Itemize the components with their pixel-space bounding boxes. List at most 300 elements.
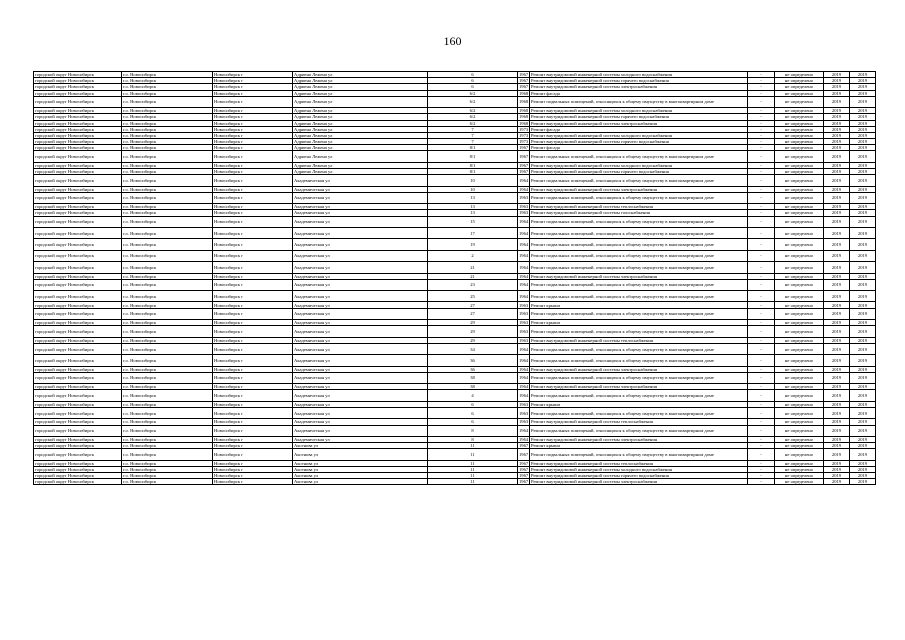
municipality-cell: городской округ Новосибирск bbox=[34, 250, 122, 261]
work-type-cell: Ремонт подвальных помещений, относящихся к общему имуществу в многоквартирном доме bbox=[530, 407, 748, 418]
build-year-cell: 1968 bbox=[519, 108, 529, 114]
table-row bbox=[34, 192, 876, 203]
plan-year-end-cell: 2019 bbox=[850, 366, 876, 372]
house-number-cell: 6/2 bbox=[428, 96, 518, 107]
city-district-cell: г.о. Новосибирск bbox=[122, 326, 213, 337]
plan-year-end-cell: 2019 bbox=[850, 384, 876, 390]
plan-year-start-cell: 2019 bbox=[824, 273, 850, 279]
plan-year-start-cell: 2019 bbox=[824, 419, 850, 425]
city-district-cell: г.о. Новосибирск bbox=[122, 372, 213, 383]
municipality-cell: городской округ Новосибирск bbox=[34, 326, 122, 337]
street-cell: Академическая ул bbox=[293, 401, 428, 407]
plan-year-end-cell: 2019 bbox=[850, 186, 876, 192]
cost-cell: - bbox=[748, 250, 775, 261]
locality-cell: Новосибирск г bbox=[213, 337, 293, 343]
city-district-cell: г.о. Новосибирск bbox=[122, 407, 213, 418]
municipality-cell: городской округ Новосибирск bbox=[34, 132, 122, 138]
street-cell: Адриена Лежена ул bbox=[293, 120, 428, 126]
municipality-cell: городской округ Новосибирск bbox=[34, 186, 122, 192]
cost-cell: - bbox=[748, 151, 775, 162]
status-cell: не определено bbox=[775, 326, 824, 337]
street-cell: Академическая ул bbox=[293, 175, 428, 186]
house-number-cell: 8/1 bbox=[428, 145, 518, 151]
cost-cell: - bbox=[748, 262, 775, 273]
build-year-cell: 1964 bbox=[518, 372, 530, 383]
street-cell: Академическая ул bbox=[293, 250, 428, 261]
house-number-cell: 23 bbox=[428, 279, 518, 290]
locality-cell: Новосибирск г bbox=[213, 175, 293, 186]
locality-cell: Новосибирск г bbox=[213, 145, 293, 151]
house-number-cell: 6 bbox=[428, 419, 518, 425]
plan-year-end-cell: 2019 bbox=[850, 443, 876, 449]
plan-year-end-cell: 2019 bbox=[850, 192, 876, 203]
status-cell: не определено bbox=[775, 436, 824, 442]
plan-year-end-cell: 2019 bbox=[850, 162, 876, 168]
cost-cell: - bbox=[748, 132, 775, 138]
work-type-cell: Ремонт подвальных помещений, относящихся к общему имуществу в многоквартирном доме bbox=[530, 291, 748, 302]
city-district-cell: г.о. Новосибирск bbox=[122, 443, 213, 449]
plan-year-start-cell: 2019 bbox=[824, 120, 850, 126]
house-number-cell: 7 bbox=[428, 126, 518, 132]
cost-cell: - bbox=[748, 449, 775, 460]
municipality-cell: городской округ Новосибирск bbox=[34, 239, 122, 250]
street-cell: Академическая ул bbox=[293, 425, 428, 436]
street-cell: Академическая ул bbox=[293, 355, 428, 366]
cost-cell: - bbox=[748, 355, 775, 366]
table-row bbox=[34, 250, 876, 261]
status-cell: не определено bbox=[775, 250, 824, 261]
table-row bbox=[34, 479, 876, 485]
city-district-cell: г.о. Новосибирск bbox=[122, 192, 213, 203]
municipality-cell: городской округ Новосибирск bbox=[34, 96, 122, 107]
locality-cell: Новосибирск г bbox=[213, 108, 293, 114]
plan-year-end-cell: 2019 bbox=[850, 72, 876, 78]
house-number-cell: 13 bbox=[428, 210, 518, 216]
street-cell: Академическая ул bbox=[293, 273, 428, 279]
work-type-cell: Ремонт крыши bbox=[530, 302, 748, 308]
plan-year-end-cell: 2019 bbox=[850, 227, 876, 238]
house-number-cell: 6 bbox=[428, 78, 518, 84]
municipality-cell: городской округ Новосибирск bbox=[34, 419, 122, 425]
city-district-cell: г.о. Новосибирск bbox=[122, 96, 213, 107]
locality-cell: Новосибирск г bbox=[213, 302, 293, 308]
cost-cell: - bbox=[748, 279, 775, 290]
work-type-cell: Ремонт внутридомовой инженерной системы холодного водоснабжения bbox=[530, 72, 748, 78]
table-container bbox=[33, 71, 875, 485]
plan-year-end-cell: 2019 bbox=[850, 343, 876, 354]
city-district-cell: г.о. Новосибирск bbox=[122, 308, 213, 319]
build-year-cell: 1967 bbox=[519, 162, 529, 168]
plan-year-start-cell: 2019 bbox=[824, 204, 850, 210]
status-cell: не определено bbox=[775, 320, 824, 326]
status-cell: не определено bbox=[775, 192, 824, 203]
house-number-cell: 6 bbox=[428, 84, 518, 90]
build-year-cell: 1963 bbox=[519, 302, 529, 308]
build-year-cell: 1963 bbox=[519, 320, 529, 326]
municipality-cell: городской округ Новосибирск bbox=[34, 279, 122, 290]
cost-cell: - bbox=[748, 216, 775, 227]
street-cell: Аксенова ул bbox=[293, 473, 428, 479]
street-cell: Адриена Лежена ул bbox=[293, 114, 428, 120]
municipality-cell: городской округ Новосибирск bbox=[34, 204, 122, 210]
house-number-cell: 29 bbox=[428, 337, 518, 343]
build-year-cell: 1964 bbox=[519, 273, 529, 279]
municipality-cell: городской округ Новосибирск bbox=[34, 216, 122, 227]
cost-cell: - bbox=[748, 401, 775, 407]
table-row bbox=[34, 227, 876, 238]
cost-cell: - bbox=[748, 479, 775, 485]
status-cell: не определено bbox=[775, 114, 824, 120]
work-type-cell: Ремонт подвальных помещений, относящихся к общему имуществу в многоквартирном доме bbox=[530, 262, 748, 273]
plan-year-start-cell: 2019 bbox=[824, 436, 850, 442]
plan-year-start-cell: 2019 bbox=[824, 108, 850, 114]
locality-cell: Новосибирск г bbox=[213, 250, 293, 261]
city-district-cell: г.о. Новосибирск bbox=[122, 78, 213, 84]
table-row bbox=[34, 343, 876, 354]
status-cell: не определено bbox=[775, 343, 824, 354]
locality-cell: Новосибирск г bbox=[213, 186, 293, 192]
city-district-cell: г.о. Новосибирск bbox=[122, 204, 213, 210]
municipality-cell: городской округ Новосибирск bbox=[34, 473, 122, 479]
plan-year-start-cell: 2019 bbox=[824, 407, 850, 418]
status-cell: не определено bbox=[775, 210, 824, 216]
cost-cell: - bbox=[748, 326, 775, 337]
plan-year-end-cell: 2019 bbox=[850, 466, 876, 472]
street-cell: Адриена Лежена ул bbox=[293, 72, 428, 78]
plan-year-end-cell: 2019 bbox=[850, 139, 876, 145]
build-year-cell: 1967 bbox=[519, 72, 529, 78]
plan-year-start-cell: 2019 bbox=[824, 139, 850, 145]
locality-cell: Новосибирск г bbox=[213, 120, 293, 126]
locality-cell: Новосибирск г bbox=[213, 78, 293, 84]
plan-year-end-cell: 2019 bbox=[850, 473, 876, 479]
city-district-cell: г.о. Новосибирск bbox=[122, 145, 213, 151]
house-number-cell: 27 bbox=[428, 308, 518, 319]
build-year-cell: 1963 bbox=[519, 204, 529, 210]
plan-year-start-cell: 2019 bbox=[824, 96, 850, 107]
build-year-cell: 1964 bbox=[518, 216, 530, 227]
locality-cell: Новосибирск г bbox=[213, 139, 293, 145]
street-cell: Академическая ул bbox=[293, 227, 428, 238]
cost-cell: - bbox=[748, 366, 775, 372]
work-type-cell: Ремонт внутридомовой инженерной системы теплоснабжения bbox=[530, 337, 748, 343]
street-cell: Адриена Лежена ул bbox=[293, 139, 428, 145]
work-type-cell: Ремонт подвальных помещений, относящихся к общему имуществу в многоквартирном доме bbox=[530, 343, 748, 354]
work-type-cell: Ремонт крыши bbox=[530, 443, 748, 449]
build-year-cell: 1964 bbox=[519, 366, 529, 372]
municipality-cell: городской округ Новосибирск bbox=[34, 436, 122, 442]
plan-year-end-cell: 2019 bbox=[850, 372, 876, 383]
house-number-cell: 17 bbox=[428, 227, 518, 238]
build-year-cell: 1964 bbox=[519, 186, 529, 192]
street-cell: Академическая ул bbox=[293, 372, 428, 383]
plan-year-end-cell: 2019 bbox=[850, 132, 876, 138]
plan-year-start-cell: 2019 bbox=[824, 175, 850, 186]
locality-cell: Новосибирск г bbox=[213, 479, 293, 485]
work-type-cell: Ремонт внутридомовой инженерной системы электроснабжения bbox=[530, 186, 748, 192]
city-district-cell: г.о. Новосибирск bbox=[122, 114, 213, 120]
cost-cell: - bbox=[748, 192, 775, 203]
house-number-cell: 11 bbox=[428, 443, 518, 449]
table-row bbox=[34, 308, 876, 319]
table-row bbox=[34, 239, 876, 250]
cost-cell: - bbox=[748, 145, 775, 151]
build-year-cell: 1967 bbox=[519, 479, 529, 485]
municipality-cell: городской округ Новосибирск bbox=[34, 443, 122, 449]
work-type-cell: Ремонт внутридомовой инженерной системы горячего водоснабжения bbox=[530, 139, 748, 145]
table-row bbox=[34, 407, 876, 418]
table-row bbox=[34, 279, 876, 290]
status-cell: не определено bbox=[775, 120, 824, 126]
municipality-cell: городской округ Новосибирск bbox=[34, 320, 122, 326]
work-type-cell: Ремонт подвальных помещений, относящихся к общему имуществу в многоквартирном доме bbox=[530, 425, 748, 436]
cost-cell: - bbox=[748, 114, 775, 120]
locality-cell: Новосибирск г bbox=[213, 192, 293, 203]
municipality-cell: городской округ Новосибирск bbox=[34, 227, 122, 238]
plan-year-start-cell: 2019 bbox=[824, 145, 850, 151]
plan-year-end-cell: 2019 bbox=[850, 120, 876, 126]
street-cell: Адриена Лежена ул bbox=[293, 108, 428, 114]
cost-cell: - bbox=[748, 78, 775, 84]
city-district-cell: г.о. Новосибирск bbox=[122, 473, 213, 479]
house-number-cell: 36 bbox=[428, 355, 518, 366]
table-row bbox=[34, 216, 876, 227]
plan-year-start-cell: 2019 bbox=[824, 425, 850, 436]
status-cell: не определено bbox=[775, 302, 824, 308]
status-cell: не определено bbox=[775, 72, 824, 78]
street-cell: Аксенова ул bbox=[293, 460, 428, 466]
plan-year-start-cell: 2019 bbox=[824, 460, 850, 466]
locality-cell: Новосибирск г bbox=[213, 72, 293, 78]
house-number-cell: 4 bbox=[428, 390, 518, 401]
work-type-cell: Ремонт внутридомовой инженерной системы электроснабжения bbox=[530, 273, 748, 279]
city-district-cell: г.о. Новосибирск bbox=[122, 175, 213, 186]
table-row bbox=[34, 390, 876, 401]
house-number-cell: 11 bbox=[428, 473, 518, 479]
cost-cell: - bbox=[748, 186, 775, 192]
plan-year-start-cell: 2019 bbox=[824, 151, 850, 162]
table-row bbox=[34, 355, 876, 366]
city-district-cell: г.о. Новосибирск bbox=[122, 425, 213, 436]
status-cell: не определено bbox=[775, 407, 824, 418]
city-district-cell: г.о. Новосибирск bbox=[122, 320, 213, 326]
plan-year-start-cell: 2019 bbox=[824, 279, 850, 290]
plan-year-start-cell: 2019 bbox=[824, 186, 850, 192]
plan-year-end-cell: 2019 bbox=[850, 151, 876, 162]
plan-year-start-cell: 2019 bbox=[824, 227, 850, 238]
municipality-cell: городской округ Новосибирск bbox=[34, 479, 122, 485]
locality-cell: Новосибирск г bbox=[213, 425, 293, 436]
locality-cell: Новосибирск г bbox=[213, 96, 293, 107]
plan-year-start-cell: 2019 bbox=[824, 210, 850, 216]
house-number-cell: 8/1 bbox=[428, 169, 518, 175]
city-district-cell: г.о. Новосибирск bbox=[122, 366, 213, 372]
status-cell: не определено bbox=[775, 473, 824, 479]
work-type-cell: Ремонт подвальных помещений, относящихся к общему имуществу в многоквартирном доме bbox=[530, 308, 748, 319]
city-district-cell: г.о. Новосибирск bbox=[122, 120, 213, 126]
house-number-cell: 15 bbox=[428, 216, 518, 227]
city-district-cell: г.о. Новосибирск bbox=[122, 132, 213, 138]
locality-cell: Новосибирск г bbox=[213, 390, 293, 401]
work-type-cell: Ремонт подвальных помещений, относящихся к общему имуществу в многоквартирном доме bbox=[530, 355, 748, 366]
municipality-cell: городской округ Новосибирск bbox=[34, 343, 122, 354]
street-cell: Аксенова ул bbox=[293, 479, 428, 485]
work-type-cell: Ремонт внутридомовой инженерной системы холодного водоснабжения bbox=[530, 162, 748, 168]
build-year-cell: 1964 bbox=[519, 384, 529, 390]
build-year-cell: 1967 bbox=[519, 466, 529, 472]
street-cell: Академическая ул bbox=[293, 419, 428, 425]
street-cell: Адриена Лежена ул bbox=[293, 90, 428, 96]
build-year-cell: 1967 bbox=[518, 151, 530, 162]
municipality-cell: городской округ Новосибирск bbox=[34, 273, 122, 279]
cost-cell: - bbox=[748, 343, 775, 354]
status-cell: не определено bbox=[775, 466, 824, 472]
street-cell: Адриена Лежена ул bbox=[293, 78, 428, 84]
work-type-cell: Ремонт внутридомовой инженерной системы электроснабжения bbox=[530, 120, 748, 126]
build-year-cell: 1963 bbox=[518, 326, 530, 337]
municipality-cell: городской округ Новосибирск bbox=[34, 108, 122, 114]
status-cell: не определено bbox=[775, 419, 824, 425]
house-number-cell: 8/1 bbox=[428, 151, 518, 162]
city-district-cell: г.о. Новосибирск bbox=[122, 479, 213, 485]
plan-year-start-cell: 2019 bbox=[824, 343, 850, 354]
locality-cell: Новосибирск г bbox=[213, 114, 293, 120]
cost-cell: - bbox=[748, 227, 775, 238]
plan-year-start-cell: 2019 bbox=[824, 390, 850, 401]
status-cell: не определено bbox=[775, 479, 824, 485]
locality-cell: Новосибирск г bbox=[213, 308, 293, 319]
locality-cell: Новосибирск г bbox=[213, 443, 293, 449]
work-type-cell: Ремонт внутридомовой инженерной системы горячего водоснабжения bbox=[530, 169, 748, 175]
cost-cell: - bbox=[748, 425, 775, 436]
plan-year-start-cell: 2019 bbox=[824, 302, 850, 308]
street-cell: Академическая ул bbox=[293, 210, 428, 216]
locality-cell: Новосибирск г bbox=[213, 473, 293, 479]
plan-year-start-cell: 2019 bbox=[824, 291, 850, 302]
build-year-cell: 1967 bbox=[519, 460, 529, 466]
build-year-cell: 1973 bbox=[519, 132, 529, 138]
cost-cell: - bbox=[748, 419, 775, 425]
city-district-cell: г.о. Новосибирск bbox=[122, 162, 213, 168]
work-type-cell: Ремонт фасада bbox=[530, 126, 748, 132]
house-number-cell: 29 bbox=[428, 326, 518, 337]
locality-cell: Новосибирск г bbox=[213, 204, 293, 210]
work-type-cell: Ремонт подвальных помещений, относящихся к общему имуществу в многоквартирном доме bbox=[530, 239, 748, 250]
plan-year-end-cell: 2019 bbox=[850, 262, 876, 273]
plan-year-start-cell: 2019 bbox=[824, 192, 850, 203]
city-district-cell: г.о. Новосибирск bbox=[122, 250, 213, 261]
locality-cell: Новосибирск г bbox=[213, 126, 293, 132]
work-type-cell: Ремонт внутридомовой инженерной системы холодного водоснабжения bbox=[530, 466, 748, 472]
plan-year-end-cell: 2019 bbox=[850, 84, 876, 90]
city-district-cell: г.о. Новосибирск bbox=[122, 227, 213, 238]
street-cell: Аксенова ул bbox=[293, 449, 428, 460]
page-number: 160 bbox=[443, 34, 462, 48]
street-cell: Академическая ул bbox=[293, 192, 428, 203]
street-cell: Академическая ул bbox=[293, 302, 428, 308]
plan-year-end-cell: 2019 bbox=[850, 425, 876, 436]
cost-cell: - bbox=[748, 436, 775, 442]
city-district-cell: г.о. Новосибирск bbox=[122, 84, 213, 90]
house-number-cell: 11 bbox=[428, 460, 518, 466]
cost-cell: - bbox=[748, 320, 775, 326]
municipality-cell: городской округ Новосибирск bbox=[34, 372, 122, 383]
work-type-cell: Ремонт подвальных помещений, относящихся к общему имуществу в многоквартирном доме bbox=[530, 227, 748, 238]
plan-year-start-cell: 2019 bbox=[824, 366, 850, 372]
build-year-cell: 1968 bbox=[519, 114, 529, 120]
plan-year-end-cell: 2019 bbox=[850, 169, 876, 175]
locality-cell: Новосибирск г bbox=[213, 262, 293, 273]
status-cell: не определено bbox=[775, 355, 824, 366]
plan-year-end-cell: 2019 bbox=[850, 390, 876, 401]
plan-year-end-cell: 2019 bbox=[850, 273, 876, 279]
locality-cell: Новосибирск г bbox=[213, 407, 293, 418]
status-cell: не определено bbox=[775, 460, 824, 466]
municipality-cell: городской округ Новосибирск bbox=[34, 390, 122, 401]
house-number-cell: 38 bbox=[428, 372, 518, 383]
cost-cell: - bbox=[748, 139, 775, 145]
cost-cell: - bbox=[748, 273, 775, 279]
work-type-cell: Ремонт подвальных помещений, относящихся к общему имуществу в многоквартирном доме bbox=[530, 449, 748, 460]
plan-year-end-cell: 2019 bbox=[850, 108, 876, 114]
house-number-cell: 11 bbox=[428, 449, 518, 460]
status-cell: не определено bbox=[775, 108, 824, 114]
status-cell: не определено bbox=[775, 443, 824, 449]
locality-cell: Новосибирск г bbox=[213, 227, 293, 238]
plan-year-end-cell: 2019 bbox=[850, 145, 876, 151]
work-type-cell: Ремонт фасада bbox=[530, 90, 748, 96]
city-district-cell: г.о. Новосибирск bbox=[122, 273, 213, 279]
build-year-cell: 1968 bbox=[519, 120, 529, 126]
work-type-cell: Ремонт внутридомовой инженерной системы электроснабжения bbox=[530, 436, 748, 442]
cost-cell: - bbox=[748, 291, 775, 302]
plan-year-start-cell: 2019 bbox=[824, 326, 850, 337]
build-year-cell: 1967 bbox=[518, 449, 530, 460]
work-type-cell: Ремонт внутридомовой инженерной системы горячего водоснабжения bbox=[530, 473, 748, 479]
house-number-cell: 6/2 bbox=[428, 108, 518, 114]
locality-cell: Новосибирск г bbox=[213, 449, 293, 460]
locality-cell: Новосибирск г bbox=[213, 273, 293, 279]
street-cell: Академическая ул bbox=[293, 407, 428, 418]
work-type-cell: Ремонт внутридомовой инженерной системы холодного водоснабжения bbox=[530, 132, 748, 138]
locality-cell: Новосибирск г bbox=[213, 216, 293, 227]
build-year-cell: 1963 bbox=[519, 401, 529, 407]
municipality-cell: городской округ Новосибирск bbox=[34, 120, 122, 126]
city-district-cell: г.о. Новосибирск bbox=[122, 302, 213, 308]
cost-cell: - bbox=[748, 210, 775, 216]
plan-year-end-cell: 2019 bbox=[850, 126, 876, 132]
build-year-cell: 1967 bbox=[519, 473, 529, 479]
locality-cell: Новосибирск г bbox=[213, 84, 293, 90]
city-district-cell: г.о. Новосибирск bbox=[122, 262, 213, 273]
cost-cell: - bbox=[748, 443, 775, 449]
build-year-cell: 1967 bbox=[519, 145, 529, 151]
status-cell: не определено bbox=[775, 175, 824, 186]
build-year-cell: 1964 bbox=[518, 262, 530, 273]
work-type-cell: Ремонт внутридомовой инженерной системы электроснабжения bbox=[530, 479, 748, 485]
plan-year-end-cell: 2019 bbox=[850, 320, 876, 326]
plan-year-start-cell: 2019 bbox=[824, 114, 850, 120]
plan-year-end-cell: 2019 bbox=[850, 419, 876, 425]
plan-year-end-cell: 2019 bbox=[850, 210, 876, 216]
status-cell: не определено bbox=[775, 227, 824, 238]
plan-year-end-cell: 2019 bbox=[850, 401, 876, 407]
build-year-cell: 1963 bbox=[519, 210, 529, 216]
street-cell: Адриена Лежена ул bbox=[293, 126, 428, 132]
status-cell: не определено bbox=[775, 96, 824, 107]
build-year-cell: 1963 bbox=[518, 192, 530, 203]
house-number-cell: 29 bbox=[428, 320, 518, 326]
